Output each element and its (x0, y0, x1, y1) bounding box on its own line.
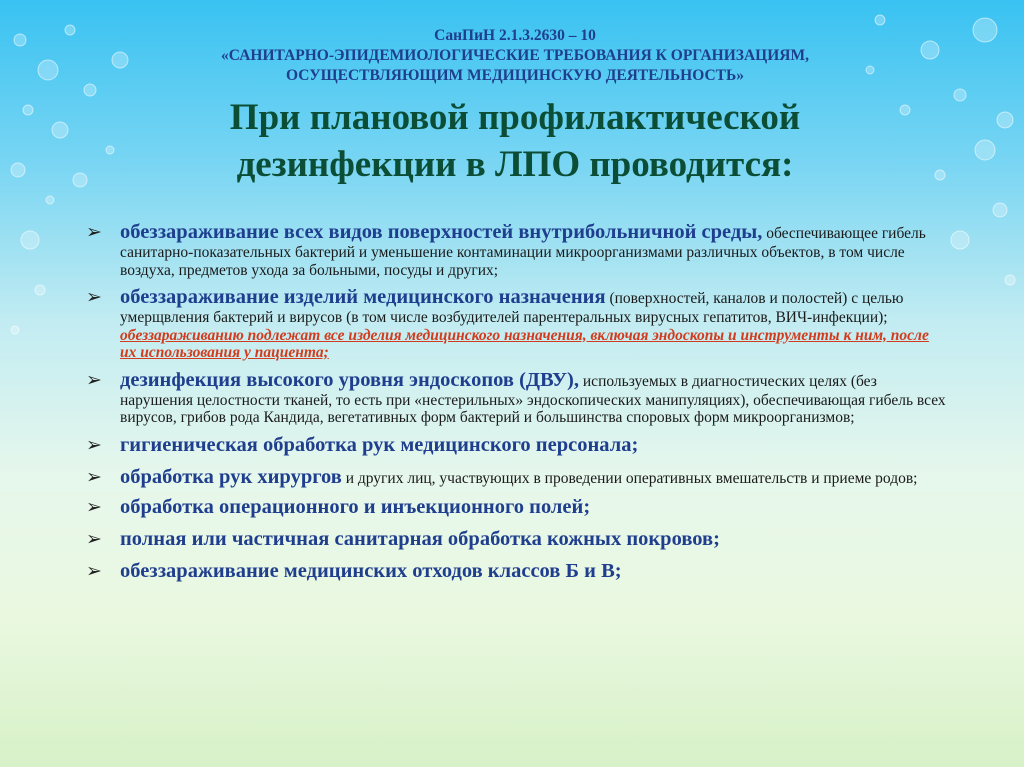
item-heading: обеззараживание медицинских отходов классов Б и В; (120, 559, 622, 582)
list-item (86, 495, 948, 519)
item-heading: обеззараживание изделий медицинского назначения (120, 286, 606, 308)
arrow-bullet-icon: ➢ (86, 528, 102, 550)
item-heading: обработка операционного и инъекционного полей; (120, 495, 591, 518)
slide-title (100, 94, 930, 188)
arrow-bullet-icon: ➢ (86, 466, 102, 488)
list-item (86, 465, 948, 489)
item-heading: полная или частичная санитарная обработка кожных покровов; (120, 527, 720, 550)
item-heading: обеззараживание всех видов поверхностей внутрибольничной среды, (120, 221, 763, 243)
header-title-line-1: «САНИТАРНО-ЭПИДЕМИОЛОГИЧЕСКИЕ ТРЕБОВАНИЯ К ОРГАНИЗАЦИЯМ, (221, 47, 809, 64)
item-heading: дезинфекция высокого уровня эндоскопов (ДВУ), (120, 368, 580, 391)
header-title-line-2: ОСУЩЕСТВЛЯЮЩИМ МЕДИЦИНСКУЮ ДЕЯТЕЛЬНОСТЬ» (285, 67, 744, 84)
list-item (86, 559, 948, 583)
list-item (86, 220, 948, 279)
sanpin-code: СанПиН 2.1.3.2630 – 10 (434, 27, 596, 44)
document-header (100, 26, 930, 86)
arrow-bullet-icon: ➢ (86, 287, 102, 308)
arrow-bullet-icon: ➢ (86, 369, 102, 391)
list-item (86, 368, 948, 427)
item-text: используемых в диагностических целях (без нарушения целостности тканей, то есть при «нестерильных» эндоскопических манипуляциях), обеспечивающая гибель всех вирусов, грибов рода Кандида, вегетативных форм бактерий и большинства споровых форм микроорганизмов; (120, 372, 946, 426)
list-item (86, 285, 948, 362)
slide-title-line-1: При плановой профилактической (229, 97, 801, 138)
item-highlight: обеззараживанию подлежат все изделия медицинского назначения, включая эндоскопы и инструменты к ним, после их использования у пациента; (120, 326, 929, 361)
list-item (86, 433, 948, 457)
measures-list (86, 220, 948, 591)
item-heading: гигиеническая обработка рук медицинского персонала; (120, 433, 639, 456)
item-text: (поверхностей, каналов и полостей) с целью умерщвления бактерий и вирусов (в том числе возбудителей парентеральных вирусных гепатитов, ВИЧ-инфекции); (120, 290, 904, 326)
arrow-bullet-icon: ➢ (86, 222, 102, 243)
item-text: обеспечивающее гибель санитарно-показательных бактерий и уменьшение контаминации микроорганизмами различных объектов, в том числе воздуха, предметов ухода за больными, посуды и других; (120, 225, 926, 279)
arrow-bullet-icon: ➢ (86, 434, 102, 456)
item-heading: обработка рук хирургов (120, 465, 342, 488)
list-item (86, 527, 948, 551)
arrow-bullet-icon: ➢ (86, 496, 102, 518)
arrow-bullet-icon: ➢ (86, 560, 102, 582)
slide-title-line-2: дезинфекции в ЛПО проводится: (236, 144, 794, 185)
item-text: и других лиц, участвующих в проведении оперативных вмешательств и приеме родов; (341, 469, 918, 487)
